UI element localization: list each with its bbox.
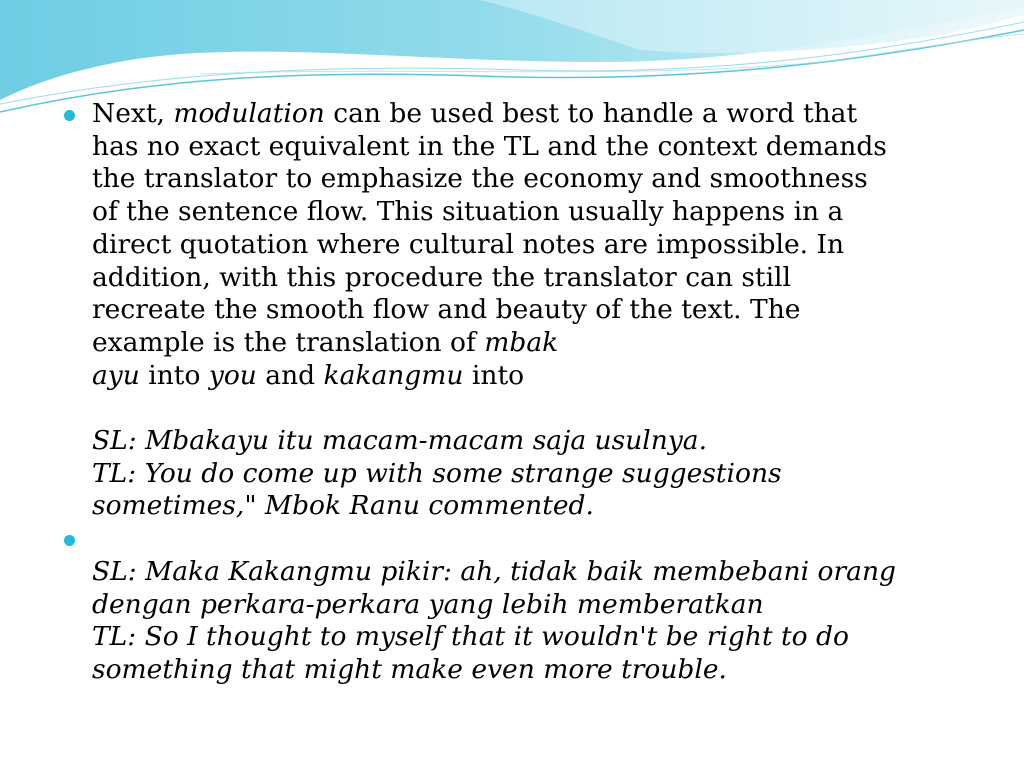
blank-line: [92, 392, 962, 425]
text-line: recreate the smooth flow and beauty of the text. The: [92, 294, 801, 326]
text-line: example is the translation of mbak: [92, 326, 559, 358]
bullet-item-modulation: [62, 98, 962, 523]
example-tl-line: sometimes," Mbok Ranu commented.: [92, 490, 594, 522]
text-line: has no exact equivalent in the TL and the context demands: [92, 130, 887, 162]
text-line: direct quotation where cultural notes are impossible. In: [92, 228, 845, 260]
term-kakangmu: kakangmu: [323, 359, 464, 391]
example-tl-line: TL: So I thought to myself that it wouldn't be right to do: [92, 621, 849, 653]
slide-body: [62, 98, 962, 687]
bullet-item-example: [62, 523, 962, 687]
blank-line: [92, 523, 962, 556]
term-you: you: [208, 359, 257, 391]
example-tl-line: something that might make even more trouble.: [92, 653, 727, 685]
example-sl-line: dengan perkara-perkara yang lebih memberatkan: [92, 588, 764, 620]
term-modulation: modulation: [173, 98, 325, 129]
example-tl-line: TL: You do come up with some strange suggestions: [92, 457, 782, 489]
text-line: Next, modulation can be used best to handle a word that: [92, 98, 858, 129]
bullet-dot-icon: [64, 535, 75, 546]
example-sl-line: SL: Mbakayu itu macam-macam saja usulnya.: [92, 425, 708, 457]
text-line: addition, with this procedure the translator can still: [92, 261, 792, 293]
bullet-dot-icon: [64, 110, 75, 121]
text-line: the translator to emphasize the economy and smoothness: [92, 163, 868, 195]
term-mbak: mbak: [484, 326, 559, 358]
example-sl-line: SL: Maka Kakangmu pikir: ah, tidak baik membebani orang: [92, 555, 896, 587]
text-line: of the sentence flow. This situation usually happens in a: [92, 196, 844, 228]
term-ayu: ayu: [92, 359, 140, 391]
text-line: ayu into you and kakangmu into: [92, 359, 525, 391]
